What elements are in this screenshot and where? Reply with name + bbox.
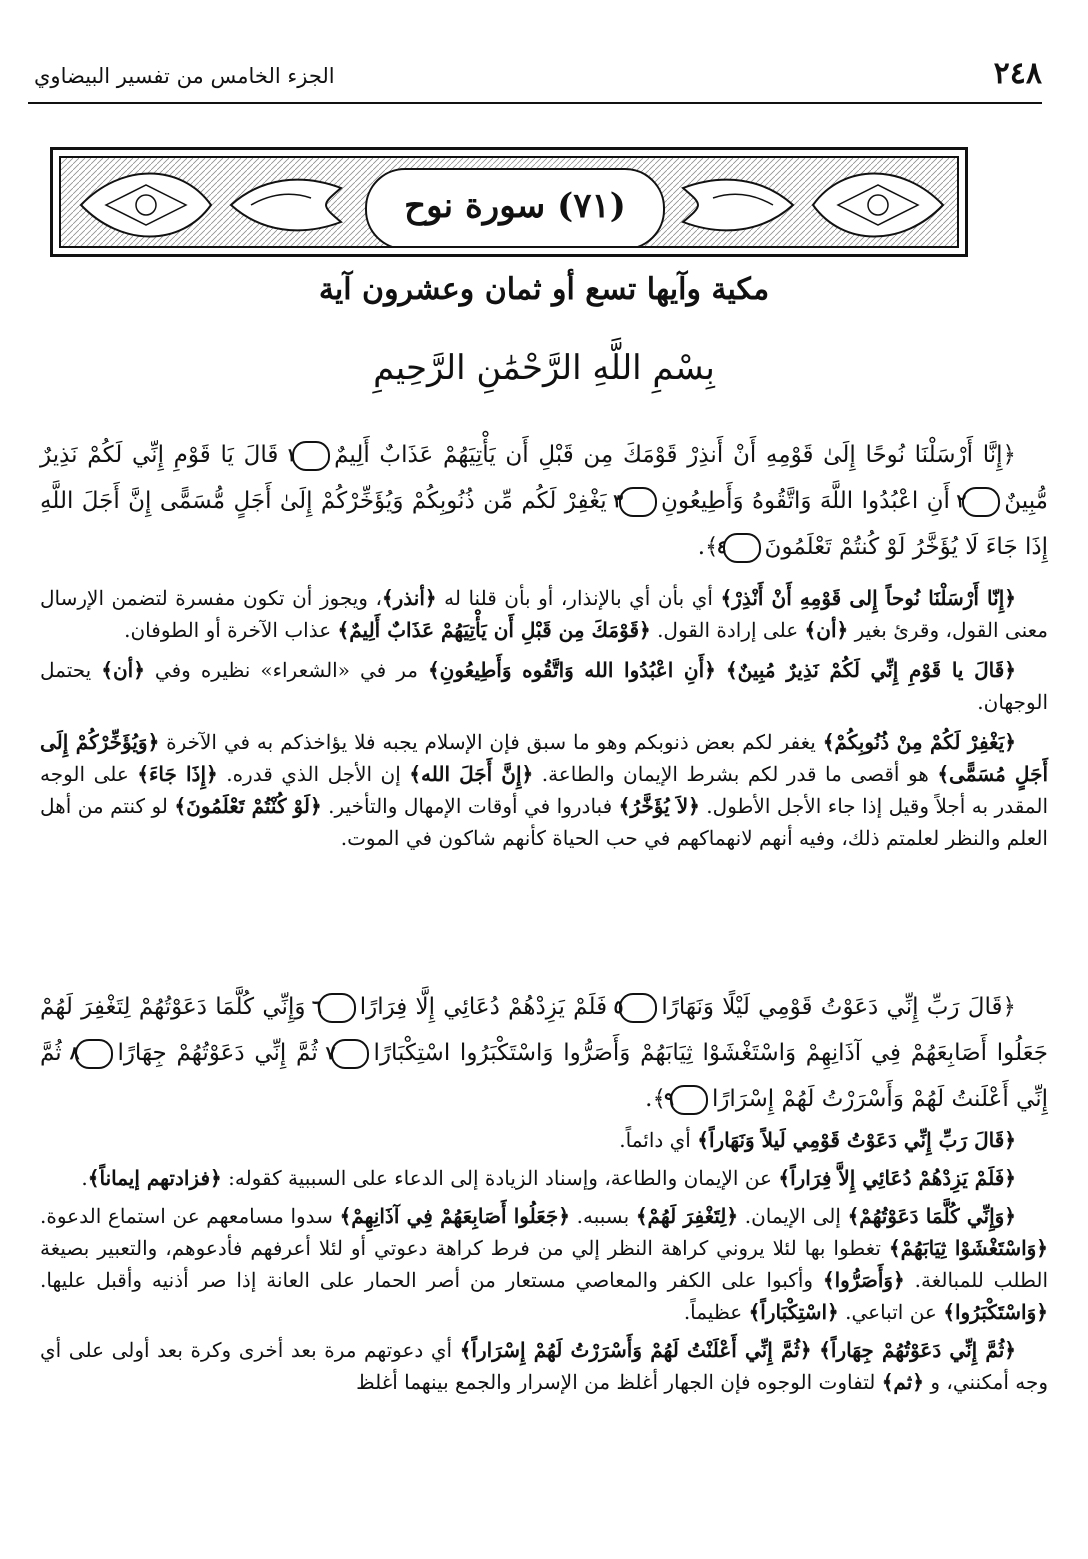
commentary-text: على الوجه المقدر به أجلاً وقيل إذا جاء الأجل الأطول. — [40, 762, 1049, 818]
commentary-text: عذاب الآخرة أو الطوفان. — [124, 618, 338, 642]
commentary-text: لو كنتم من أهل العلم والنظر لعلمتم ذلك، وفيه أنهم لانهماكهم في حب الحياة كأنهم شاكون في الموت. — [40, 794, 1048, 850]
commentary-paragraph — [40, 1124, 1048, 1156]
commentary-text: يغفر لكم بعض ذنوبكم وهو ما سبق فإن الإسلام يجبه فلا يؤاخذكم به في الآخرة — [159, 730, 823, 754]
quoted-verse: ﴿أن﴾ — [101, 658, 145, 682]
verse-paragraph — [40, 984, 1048, 1122]
verse-number: ٥ — [619, 993, 657, 1023]
verses-block-2 — [40, 984, 1048, 1122]
commentary-text: وأكبوا على الكفر والمعاصي مستعار من أصر الحمار على العانة إذا صر أذنيه وأقبل عليها. — [40, 1268, 823, 1292]
verse-number: ٨ — [75, 1039, 113, 1069]
quoted-verse: ﴿اسْتِكْبَاراً﴾ — [748, 1300, 839, 1324]
commentary-text: أي بأن أي بالإنذار، أو بأن قلنا له — [436, 586, 721, 610]
running-title: الجزء الخامس من تفسير البيضاوي — [34, 64, 335, 88]
surah-info: مكية وآيها تسع أو ثمان وعشرون آية — [318, 272, 770, 307]
commentary-paragraph — [40, 726, 1048, 854]
verse-number: ٣ — [619, 487, 657, 517]
verse-end: ﴾. — [697, 534, 719, 560]
commentary-text: مر في «الشعراء» نظيره وفي — [144, 658, 428, 682]
commentary-text: ، ويجوز أن تكون مفسرة لتضمن الإرسال معنى القول، وقرئ بغير — [40, 586, 1048, 642]
commentary-text: عظيماً. — [683, 1300, 749, 1324]
arabesque-border — [59, 156, 959, 248]
quoted-verse: ﴿فزادتهم إيماناً﴾ — [87, 1166, 222, 1190]
commentary-text: إن الأجل الذي قدره. — [217, 762, 410, 786]
quoted-verse: ﴿جَعَلُوا أَصَابِعَهُمْ فِي آذَانِهِمْ﴾ — [339, 1204, 570, 1228]
verse-text: ﴿إِنَّا أَرْسَلْنَا نُوحًا إِلَىٰ قَوْمِهِ أَنْ أَنذِرْ قَوْمَكَ مِن قَبْلِ أَن يَأْتِيَهُمْ عَذَابٌ أَلِيمٌ — [334, 442, 1016, 468]
quoted-verse: ﴿لاَ يُؤَخَّرُ﴾ — [618, 794, 700, 818]
commentary-text: على إرادة القول. — [650, 618, 805, 642]
quoted-verse: ﴿أنذر﴾ — [381, 586, 437, 610]
verse-text: قَالَ يَا قَوْمِ إِنِّي لَكُمْ نَذِيرٌ مُّبِينٌ — [40, 442, 1048, 514]
commentary-paragraph — [40, 582, 1048, 646]
commentary-text: سدوا مسامعهم عن استماع الدعوة. — [40, 1204, 340, 1228]
commentary-text: لتفاوت الوجوه فإن الجهار أغلظ من الإسرار والجمع بينهما أغلظ — [356, 1370, 882, 1394]
surah-title: (٧١) سورة نوح — [404, 186, 626, 226]
verse-number: ٦ — [318, 993, 356, 1023]
surah-cartouche — [365, 168, 665, 248]
verse-text: ﴿قَالَ رَبِّ إِنِّي دَعَوْتُ قَوْمِي لَيْلًا وَنَهَارًا — [661, 994, 1016, 1020]
quoted-verse: ﴿إِنّا أَرْسَلْنَا نُوحاً إِلى قَوْمِهِ أَنْ أَنْذِرْ﴾ — [720, 586, 1016, 610]
quoted-verse: ﴿إِذَا جَاءَ﴾ — [137, 762, 218, 786]
commentary-text: عن اتباعي. — [838, 1300, 944, 1324]
verse-text: فَلَمْ يَزِدْهُمْ دُعَائِي إِلَّا فِرَارًا — [359, 994, 608, 1020]
quoted-verse: ﴿فَلَمْ يَزِدْهُمْ دُعَائِي إِلاَّ فِرَاراً﴾ — [778, 1166, 1016, 1190]
quoted-verse: ﴿أن﴾ — [804, 618, 849, 642]
quoted-verse: ﴿وَاسْتَغْشَوْا ثِيَابَهُمْ﴾ — [888, 1236, 1049, 1260]
commentary-block-1 — [40, 582, 1048, 854]
commentary-text: عن الإيمان والطاعة، وإسناد الزيادة إلى الدعاء على السببية كقوله: — [221, 1166, 779, 1190]
verse-end: ﴾. — [645, 1086, 666, 1112]
quoted-verse: ﴿وَأَصَرُّوا﴾ — [822, 1268, 905, 1292]
commentary-text: بسببه. — [569, 1204, 636, 1228]
basmala: بِسْمِ اللَّهِ الرَّحْمَٰنِ الرَّحِيمِ — [373, 348, 715, 388]
verse-number: ١ — [292, 441, 330, 471]
verses-block-1 — [40, 432, 1048, 570]
quoted-verse: ﴿ثُمَّ إِنِّي أَعْلَنْتُ لَهُمْ وَأَسْرَرْتُ لَهُمْ إِسْرَاراً﴾ — [459, 1338, 812, 1362]
quoted-verse: ﴿ثُمَّ إِنِّي دَعَوْتُهُمْ جِهَاراً﴾ — [819, 1338, 1017, 1362]
commentary-text — [716, 658, 726, 682]
commentary-text: تغطوا بها لئلا يروني كراهة النظر إلي من فرط كراهة دعوتي أو لئلا أعرفهم فأدعوهم، والتعبير بصيغة الطلب للمبالغة. — [40, 1236, 1049, 1292]
verse-text: وَإِنِّي كُلَّمَا دَعَوْتُهُمْ لِتَغْفِرَ لَهُمْ جَعَلُوا أَصَابِعَهُمْ فِي آذَانِهِمْ وَاسْتَغْشَوْا ثِيَابَهُمْ وَأَصَرُّوا وَاسْتَكْبَرُوا اسْتِكْبَارًا — [40, 994, 1048, 1066]
verse-number: ٢ — [962, 487, 1000, 517]
surah-title-frame — [50, 147, 968, 257]
page-header — [28, 50, 1042, 104]
page-number: ٢٤٨ — [993, 56, 1042, 91]
commentary-text: فبادروا في أوقات الإمهال والتأخير. — [321, 794, 619, 818]
quoted-verse: ﴿لَوْ كُنْتُمْ تَعْلَمُونَ﴾ — [174, 794, 322, 818]
commentary-text: يحتمل الوجهان. — [40, 658, 1048, 714]
commentary-text: أي دائماً. — [619, 1128, 698, 1152]
verse-text: ثُمَّ إِنِّي أَعْلَنتُ لَهُمْ وَأَسْرَرْتُ لَهُمْ إِسْرَارًا — [40, 1040, 1048, 1112]
commentary-paragraph — [40, 1162, 1048, 1194]
verse-number: ٧ — [331, 1039, 369, 1069]
verse-text: يَغْفِرْ لَكُم مِّن ذُنُوبِكُمْ وَيُؤَخِّرْكُمْ إِلَىٰ أَجَلٍ مُّسَمًّى إِنَّ أَجَلَ اللَّهِ إِذَا جَاءَ لَا يُؤَخَّرُ لَوْ كُنتُمْ تَعْلَمُونَ — [40, 488, 1048, 560]
quoted-verse: ﴿ثم﴾ — [881, 1370, 925, 1394]
commentary-block-2 — [40, 1124, 1048, 1398]
quoted-verse: ﴿إِنَّ أَجَلَ الله﴾ — [409, 762, 534, 786]
verse-text: أَنِ اعْبُدُوا اللَّهَ وَاتَّقُوهُ وَأَطِيعُونِ — [661, 488, 950, 514]
commentary-text: هو أقصى ما قدر لكم بشرط الإيمان والطاعة. — [533, 762, 938, 786]
verse-number: ٤ — [723, 533, 761, 563]
commentary-paragraph — [40, 654, 1048, 718]
quoted-verse: ﴿قَالَ رَبِّ إِنِّي دَعَوْتُ قَوْمِي لَيلاً وَنَهَاراً﴾ — [697, 1128, 1016, 1152]
quoted-verse: ﴿وَاسْتَكْبَرُوا﴾ — [943, 1300, 1048, 1324]
quoted-verse: ﴿قَالَ يا قَوْمِ إِنِّي لَكُمْ نَذِيرٌ مُبِينٌ﴾ — [725, 658, 1017, 682]
verse-paragraph — [40, 432, 1048, 570]
quoted-verse: ﴿أَنِ اعْبُدُوا الله وَاتَّقُوه وَأَطِيعُونِ﴾ — [427, 658, 716, 682]
verse-number: ٩ — [670, 1085, 708, 1115]
quoted-verse: ﴿وَإِنِّي كُلَّمَا دَعَوْتُهُمْ﴾ — [847, 1204, 1017, 1228]
quoted-verse: ﴿لِتَغْفِرَ لَهُمْ﴾ — [635, 1204, 739, 1228]
quoted-verse: ﴿يَغْفِرْ لَكُمْ مِنْ ذُنُوبِكُمْ﴾ — [822, 730, 1016, 754]
quoted-verse: ﴿وَيُؤَخِّرْكُمْ إِلَى أَجَلٍ مُسَمًّى﴾ — [40, 730, 1049, 786]
commentary-paragraph — [40, 1200, 1048, 1328]
commentary-text: أي دعوتهم مرة بعد أخرى وكرة بعد أولى على أي وجه أمكنني، و — [40, 1338, 1048, 1394]
commentary-paragraph — [40, 1334, 1048, 1398]
commentary-text: إلى الإيمان. — [738, 1204, 848, 1228]
verse-text: ثُمَّ إِنِّي دَعَوْتُهُمْ جِهَارًا — [117, 1040, 318, 1066]
quoted-verse: ﴿قَوْمَكَ مِن قَبْلِ أَن يَأْتِيَهُمْ عَذَابٌ أَلِيمٌ﴾ — [337, 618, 651, 642]
commentary-text: . — [81, 1166, 88, 1190]
